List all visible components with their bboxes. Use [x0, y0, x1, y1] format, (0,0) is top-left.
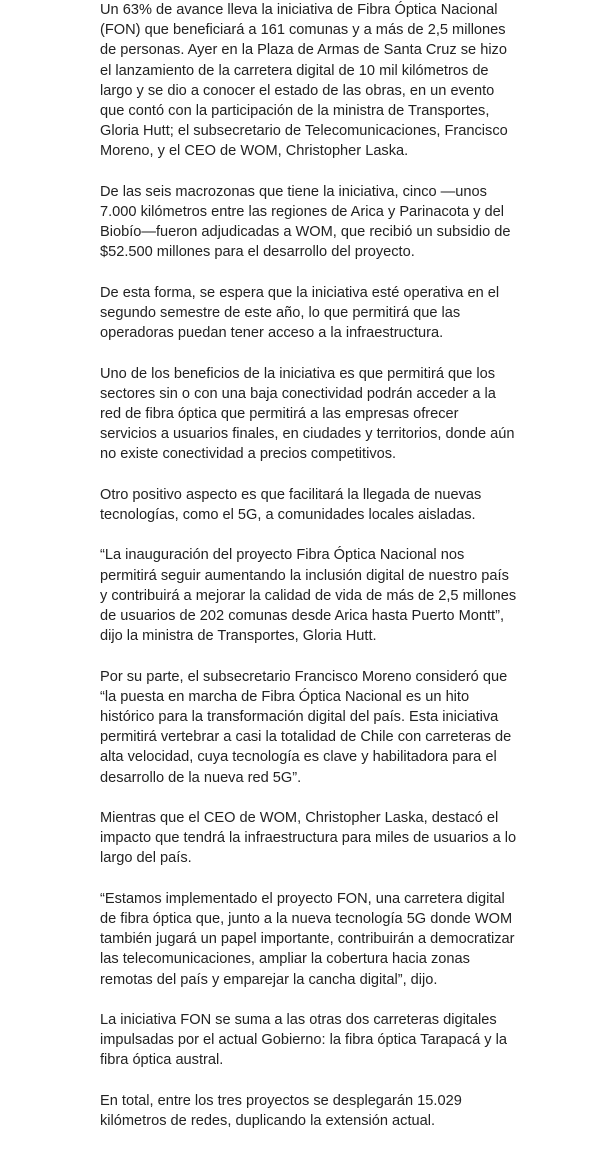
article-paragraph-3: De esta forma, se espera que la iniciativa esté operativa en el segundo semestre de este año, lo que permitirá que las operadoras puedan tener acceso a la infraestructura.	[100, 284, 500, 342]
article-paragraph-4: Uno de los beneficios de la iniciativa es que permitirá que los sectores sin o con una baja conectividad podrán acceder a la red de fibra óptica que permitirá a las empresas ofrecer servicios a usuarios finales, en ciudades y territorios, donde aún no existe conectividad a precios competitivos.	[100, 365, 515, 463]
article-paragraph-7: Por su parte, el subsecretario Francisco Moreno consideró que “la puesta en marcha de Fibra Óptica Nacional es un hito histórico para la transformación digital del país. Esta iniciativa permitirá vertebrar a casi la totalidad de Chile con carreteras de alta velocidad, cuya tecnología es clave y habilitadora para el desarrollo de la nueva red 5G”.	[100, 668, 512, 786]
article-paragraph-9: “Estamos implementado el proyecto FON, una carretera digital de fibra óptica que, junto a la nueva tecnología 5G donde WOM también jugará un papel importante, contribuirán a democratizar las telecomunicaciones, ampliar la cobertura hacia zonas remotas del país y emparejar la cancha digital”, dijo.	[100, 890, 515, 988]
article-paragraph-11: En total, entre los tres proyectos se desplegarán 15.029 kilómetros de redes, duplicando la extensión actual.	[100, 1092, 462, 1130]
article-paragraph-2: De las seis macrozonas que tiene la iniciativa, cinco —unos 7.000 kilómetros entre las regiones de Arica y Parinacota y del Biobío—fueron adjudicadas a WOM, que recibió un subsidio de $52.500 millones para el desarrollo del proyecto.	[100, 183, 511, 261]
article-paragraph-8: Mientras que el CEO de WOM, Christopher Laska, destacó el impacto que tendrá la infraestructura para miles de usuarios a lo largo del país.	[100, 810, 517, 867]
article-paragraph-1: Un 63% de avance lleva la iniciativa de Fibra Óptica Nacional (FON) que beneficiará a 161 comunas y a más de 2,5 millones de personas. Ayer en la Plaza de Armas de Santa Cruz se hizo el lanzamiento de la carretera digital de 10 mil kilómetros de largo y se dio a conocer el estado de las obras, en un evento que contó con la participación de la ministra de Transportes, Gloria Hutt; el subsecretario de Telecomunicaciones, Francisco Moreno, y el CEO de WOM, Christopher Laska.	[100, 2, 508, 160]
article-paragraph-6: “La inauguración del proyecto Fibra Óptica Nacional nos permitirá seguir aumentando la inclusión digital de nuestro país y contribuirá a mejorar la calidad de vida de más de 2,5 millones de usuarios de 202 comunas desde Arica hasta Puerto Montt”, dijo la ministra de Transportes, Gloria Hutt.	[100, 547, 517, 645]
article-paragraph-10: La iniciativa FON se suma a las otras dos carreteras digitales impulsadas por el actual Gobierno: la fibra óptica Tarapacá y la fibra óptica austral.	[100, 1012, 507, 1069]
article-paragraph-5: Otro positivo aspecto es que facilitará la llegada de nuevas tecnologías, como el 5G, a comunidades locales aisladas.	[100, 486, 482, 524]
article-body	[100, 0, 518, 1151]
